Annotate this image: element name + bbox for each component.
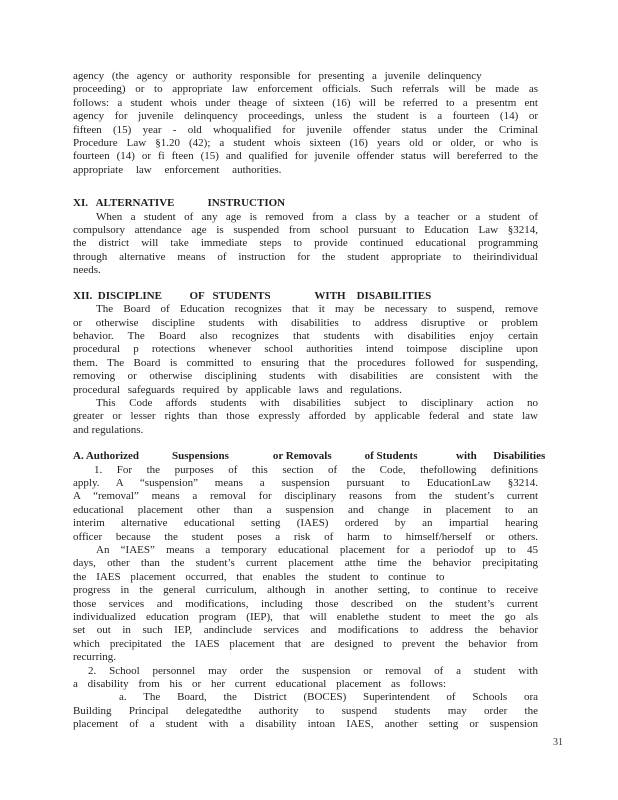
text-line: fourteen (14) or fi fteen (15) and qualified for juvenile offender status will bereferred to the [73,150,538,163]
heading-a: A. Authorized Suspensions or Removals of Students with Disabilities [73,450,546,463]
text-line: the district will take immediate steps to provide continued educational programming [73,237,538,250]
text-line: agency (the agency or authority responsible for presenting a juvenile delinquency [73,70,482,82]
text-line: compulsory attendance age is suspended from school pursuant to Education Law §3214, [73,224,538,237]
text-line: removing or otherwise disciplining students with disabilities are consistent with the [73,370,538,383]
text-line: 1. For the purposes of this section of the Code, thefollowing definitions [94,463,538,476]
alternative-instruction-paragraph [73,211,538,278]
text-line: or otherwise discipline students with disabilities to address disruptive or problem [73,316,538,329]
iaes-definition-paragraph [73,544,538,665]
text-line: the IAES placement occurred, that enables the student to continue to [73,570,445,583]
document-body [73,70,546,732]
text-line: recurring. [73,651,117,664]
text-line: follows: a student whois under theage of sixteen (16) will be referred to a presentm ent [73,96,538,109]
text-line: behavior. The Board also recognizes that students with disabilities enjoy certain [73,329,538,342]
text-line: those services and modifications, including those described on the student’s current [73,597,538,610]
text-line: a disability from his or her current educational placement as follows: [73,678,447,691]
text-line: educational placement other than a suspension and change in placement to an [73,503,538,516]
text-line: This Code affords students with disabilities subject to disciplinary action no [96,396,538,409]
text-line: placement of a student with a disability intoan IAES, another setting or suspension [73,718,538,731]
text-line: progress in the general curriculum, although in another setting, to continue to receive [73,584,538,597]
text-line: officer because the student poses a risk of harm to himself/herself or others. [73,530,538,543]
text-line: through alternative means of instruction for the student appropriate to theirindividual [73,250,538,263]
school-personnel-paragraph [73,665,538,732]
text-line: The Board of Education recognizes that it may be necessary to suspend, remove [96,303,538,316]
text-line: appropriate law enforcement authorities. [73,163,282,176]
text-line: Procedure Law §1.20 (42); a student whois sixteen (16) years old or older, or who is [73,137,538,150]
text-line: apply. A “suspension” means a suspension pursuant to EducationLaw §3214. [73,476,538,489]
text-line: a. The Board, the District (BOCES) Superintendent of Schools ora [119,691,538,704]
text-line: procedural safeguards required by applicable laws and regulations. [73,383,402,396]
discipline-disabilities-paragraph-1 [73,303,538,397]
text-line: 2. School personnel may order the suspension or removal of a student with [88,664,538,677]
text-line: interim alternative educational setting (IAES) ordered by an impartial hearing [73,517,538,530]
text-line: Building Principal delegatedthe authority to suspend students may order the [73,704,538,717]
text-line: procedural p rotections whenever school authorities intend toimpose discipline upon [73,343,538,356]
text-line: them. The Board is committed to ensuring that the procedures followed for suspending, [73,356,538,369]
referral-continuation-paragraph [73,70,538,177]
text-line: set out in such IEP, andinclude services and modifications to address the behavior [73,624,538,637]
text-line: When a student of any age is removed from a class by a teacher or a student of [96,210,538,223]
text-line: An “IAES” means a temporary educational placement for a periodof up to 45 [96,544,538,556]
heading-xii: XII. DISCIPLINE OF STUDENTS WITH DISABILITIES [73,289,432,302]
text-line: days, other than the student’s current placement atthe time the behavior precipitating [73,557,538,570]
definitions-paragraph [73,464,538,544]
text-line: needs. [73,264,101,277]
text-line: and regulations. [73,423,144,436]
heading-xi: XI. ALTERNATIVE INSTRUCTION [73,197,286,210]
page-number: 31 [553,737,563,748]
discipline-disabilities-paragraph-2 [73,397,538,437]
text-line: greater or lesser rights than those expressly afforded by applicable federal and state law [73,410,538,423]
text-line: which precipitated the IAES placement that are designed to prevent the behavior from [73,637,538,650]
text-line: agency for juvenile delinquency proceedings, unless the student is a fourteen (14) or [73,110,538,123]
text-line: proceeding) or to appropriate law enforcement officials. Such referrals will be made as [73,83,538,96]
text-line: A “removal” means a removal for disciplinary reasons from the student’s current [73,490,538,503]
text-line: fifteen (15) year - old whoqualified for juvenile offender status under the Criminal [73,123,538,136]
text-line: individualized education program (IEP), that will enablethe student to meet the go als [73,611,538,624]
